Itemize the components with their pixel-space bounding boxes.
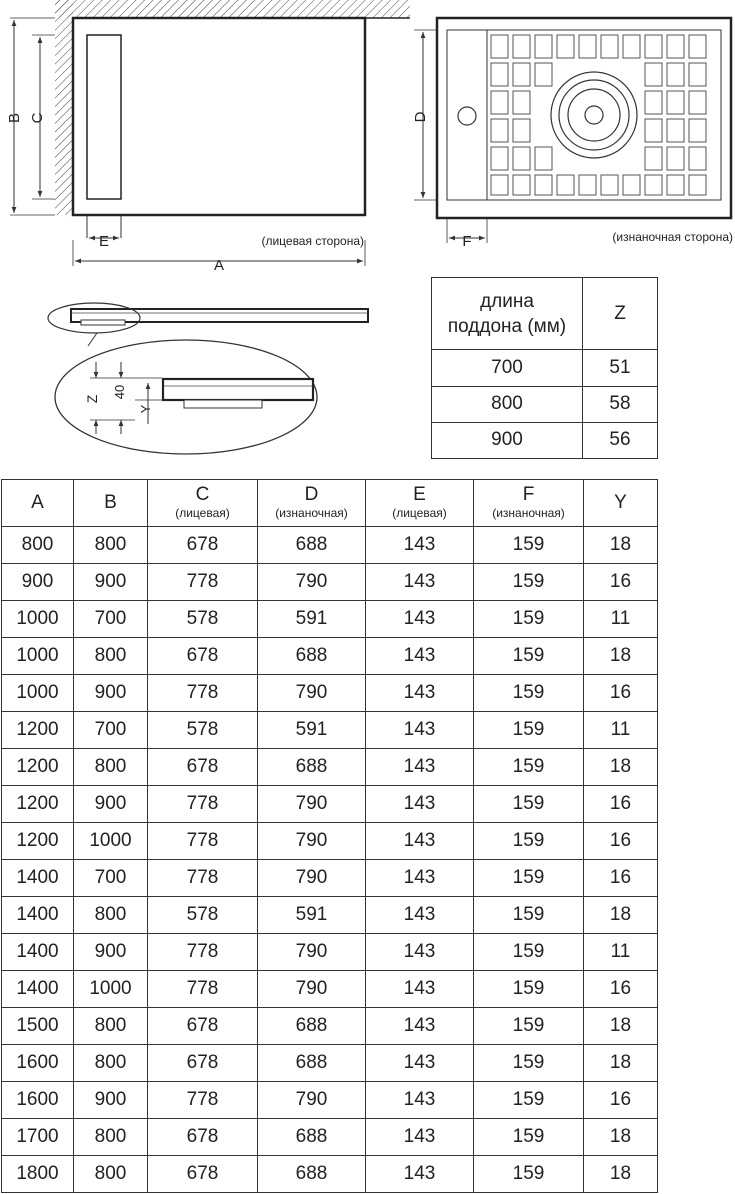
back-view-caption: (изнаночная сторона) xyxy=(612,230,733,244)
table-row xyxy=(2,786,658,823)
front-view-caption: (лицевая сторона) xyxy=(261,234,364,248)
column-header-sublabel: (изнаночная) xyxy=(492,506,565,520)
table-cell: 1400 xyxy=(2,934,74,971)
table-row xyxy=(2,1045,658,1082)
table-row xyxy=(2,749,658,786)
column-header-c xyxy=(148,480,258,527)
table-cell: 18 xyxy=(584,1119,658,1156)
dim-a-label: A xyxy=(213,257,225,274)
column-header-label: D xyxy=(304,484,319,505)
table-cell: 159 xyxy=(474,1156,584,1193)
column-header-label: E xyxy=(413,484,426,505)
dim-e-label: E xyxy=(98,233,110,250)
table-cell: 800 xyxy=(74,1045,148,1082)
table-cell: 900 xyxy=(74,934,148,971)
table-cell: 1200 xyxy=(2,749,74,786)
table-cell: 688 xyxy=(258,1119,366,1156)
table-row xyxy=(2,860,658,897)
z-table-header xyxy=(432,278,658,350)
table-row xyxy=(2,601,658,638)
table-cell: 700 xyxy=(74,860,148,897)
table-cell: 800 xyxy=(74,897,148,934)
table-cell: 778 xyxy=(148,860,258,897)
table-cell: 688 xyxy=(258,1008,366,1045)
table-cell: 800 xyxy=(74,638,148,675)
table-cell: 678 xyxy=(148,638,258,675)
table-cell: 159 xyxy=(474,527,584,564)
table-row xyxy=(2,527,658,564)
table-cell: 16 xyxy=(584,1082,658,1119)
header-length-line1: длина xyxy=(480,290,534,312)
table-cell: 778 xyxy=(148,564,258,601)
table-cell: 678 xyxy=(148,1119,258,1156)
table-row xyxy=(2,1082,658,1119)
table-cell: 159 xyxy=(474,638,584,675)
section-enlarged-profile xyxy=(163,379,313,400)
column-header-label: F xyxy=(522,484,535,505)
table-cell: 688 xyxy=(258,749,366,786)
dimensions-table xyxy=(1,479,658,1193)
table-cell: 143 xyxy=(366,1045,474,1082)
back-small-hole xyxy=(458,107,476,125)
table-cell: 143 xyxy=(366,749,474,786)
table-cell: 1600 xyxy=(2,1082,74,1119)
table-cell: 18 xyxy=(584,638,658,675)
table-cell: 18 xyxy=(584,897,658,934)
z-length-cell: 800 xyxy=(432,386,583,422)
z-table-header-length xyxy=(432,278,583,350)
table-cell: 159 xyxy=(474,1008,584,1045)
table-cell: 18 xyxy=(584,1008,658,1045)
table-cell: 18 xyxy=(584,1156,658,1193)
table-row xyxy=(2,638,658,675)
table-cell: 11 xyxy=(584,712,658,749)
table-cell: 159 xyxy=(474,749,584,786)
table-cell: 143 xyxy=(366,897,474,934)
table-row xyxy=(2,971,658,1008)
table-cell: 18 xyxy=(584,527,658,564)
table-row xyxy=(2,564,658,601)
table-cell: 159 xyxy=(474,1082,584,1119)
z-value-cell: 58 xyxy=(583,386,658,422)
z-table xyxy=(431,277,658,459)
table-cell: 678 xyxy=(148,1156,258,1193)
column-header-y xyxy=(584,480,658,527)
table-cell: 143 xyxy=(366,1119,474,1156)
z-value-cell: 51 xyxy=(583,350,658,386)
table-row xyxy=(2,1119,658,1156)
table-cell: 591 xyxy=(258,601,366,638)
table-cell: 900 xyxy=(74,786,148,823)
table-cell: 1400 xyxy=(2,897,74,934)
table-cell: 900 xyxy=(74,1082,148,1119)
table-cell: 16 xyxy=(584,786,658,823)
table-cell: 159 xyxy=(474,601,584,638)
table-row xyxy=(2,823,658,860)
table-cell: 159 xyxy=(474,971,584,1008)
dim-f-label: F xyxy=(462,233,472,250)
table-row xyxy=(2,712,658,749)
table-cell: 778 xyxy=(148,934,258,971)
table-cell: 143 xyxy=(366,1008,474,1045)
table-cell: 16 xyxy=(584,971,658,1008)
table-cell: 1000 xyxy=(2,675,74,712)
z-length-cell: 700 xyxy=(432,350,583,386)
z-table-row xyxy=(432,422,658,458)
table-cell: 143 xyxy=(366,1156,474,1193)
table-cell: 159 xyxy=(474,675,584,712)
table-cell: 143 xyxy=(366,564,474,601)
table-cell: 800 xyxy=(2,527,74,564)
table-cell: 143 xyxy=(366,786,474,823)
table-cell: 1800 xyxy=(2,1156,74,1193)
drain-hole xyxy=(585,106,603,124)
table-row xyxy=(2,675,658,712)
table-cell: 143 xyxy=(366,638,474,675)
table-cell: 159 xyxy=(474,1119,584,1156)
column-header-label: A xyxy=(31,492,44,513)
table-row xyxy=(2,1156,658,1193)
table-cell: 143 xyxy=(366,934,474,971)
table-cell: 678 xyxy=(148,1008,258,1045)
table-cell: 778 xyxy=(148,786,258,823)
table-cell: 688 xyxy=(258,638,366,675)
table-cell: 790 xyxy=(258,971,366,1008)
table-cell: 578 xyxy=(148,897,258,934)
column-header-b xyxy=(74,480,148,527)
drain-channel xyxy=(87,35,121,199)
section-view xyxy=(48,303,368,454)
table-cell: 778 xyxy=(148,971,258,1008)
front-view xyxy=(6,0,410,274)
dim-40-label: 40 xyxy=(112,384,127,400)
dim-z-label: Z xyxy=(84,394,100,404)
dim-c-label: C xyxy=(29,112,46,124)
table-row xyxy=(2,934,658,971)
column-header-sublabel: (лицевая) xyxy=(392,506,447,520)
column-header-e xyxy=(366,480,474,527)
table-cell: 1200 xyxy=(2,712,74,749)
column-header-label: Y xyxy=(614,492,627,513)
column-header-f xyxy=(474,480,584,527)
table-cell: 1000 xyxy=(2,601,74,638)
table-cell: 800 xyxy=(74,1119,148,1156)
table-cell: 790 xyxy=(258,860,366,897)
table-cell: 1000 xyxy=(74,971,148,1008)
table-cell: 143 xyxy=(366,860,474,897)
table-cell: 159 xyxy=(474,897,584,934)
table-cell: 900 xyxy=(2,564,74,601)
dim-b-label: B xyxy=(6,112,23,124)
table-cell: 159 xyxy=(474,934,584,971)
column-header-a xyxy=(2,480,74,527)
table-cell: 159 xyxy=(474,712,584,749)
table-cell: 1200 xyxy=(2,823,74,860)
table-cell: 678 xyxy=(148,749,258,786)
table-cell: 678 xyxy=(148,527,258,564)
table-cell: 1700 xyxy=(2,1119,74,1156)
table-cell: 778 xyxy=(148,675,258,712)
table-cell: 1000 xyxy=(2,638,74,675)
table-cell: 678 xyxy=(148,1045,258,1082)
table-cell: 16 xyxy=(584,823,658,860)
table-cell: 578 xyxy=(148,712,258,749)
table-cell: 688 xyxy=(258,527,366,564)
table-cell: 800 xyxy=(74,749,148,786)
table-cell: 1400 xyxy=(2,860,74,897)
table-cell: 591 xyxy=(258,897,366,934)
table-cell: 778 xyxy=(148,823,258,860)
table-cell: 1600 xyxy=(2,1045,74,1082)
column-header-d xyxy=(258,480,366,527)
table-cell: 790 xyxy=(258,675,366,712)
table-cell: 790 xyxy=(258,934,366,971)
table-cell: 790 xyxy=(258,564,366,601)
table-cell: 11 xyxy=(584,934,658,971)
dimensions-table-header xyxy=(2,480,658,527)
table-cell: 143 xyxy=(366,675,474,712)
table-cell: 688 xyxy=(258,1045,366,1082)
table-cell: 16 xyxy=(584,860,658,897)
wall-hatch-left xyxy=(55,0,73,215)
table-cell: 159 xyxy=(474,564,584,601)
table-cell: 700 xyxy=(74,601,148,638)
table-cell: 159 xyxy=(474,1045,584,1082)
z-table-row xyxy=(432,386,658,422)
table-cell: 143 xyxy=(366,712,474,749)
table-cell: 800 xyxy=(74,527,148,564)
table-cell: 159 xyxy=(474,786,584,823)
table-cell: 1500 xyxy=(2,1008,74,1045)
table-cell: 143 xyxy=(366,1082,474,1119)
table-row xyxy=(2,897,658,934)
dim-y-label: Y xyxy=(138,404,153,414)
table-row xyxy=(2,1008,658,1045)
z-table-row xyxy=(432,350,658,386)
table-cell: 778 xyxy=(148,1082,258,1119)
table-cell: 790 xyxy=(258,786,366,823)
table-cell: 800 xyxy=(74,1156,148,1193)
table-cell: 700 xyxy=(74,712,148,749)
table-cell: 1000 xyxy=(74,823,148,860)
column-header-label: C xyxy=(195,484,210,505)
table-cell: 143 xyxy=(366,823,474,860)
dim-d-label: D xyxy=(412,111,429,123)
wall-hatch-top xyxy=(55,0,410,18)
table-cell: 578 xyxy=(148,601,258,638)
column-header-sublabel: (изнаночная) xyxy=(275,506,348,520)
table-cell: 688 xyxy=(258,1156,366,1193)
table-cell: 16 xyxy=(584,675,658,712)
table-cell: 16 xyxy=(584,564,658,601)
z-length-cell: 900 xyxy=(432,422,583,458)
table-cell: 159 xyxy=(474,823,584,860)
table-cell: 900 xyxy=(74,564,148,601)
z-value-cell: 56 xyxy=(583,422,658,458)
table-cell: 18 xyxy=(584,1045,658,1082)
table-cell: 1200 xyxy=(2,786,74,823)
table-cell: 143 xyxy=(366,971,474,1008)
table-cell: 11 xyxy=(584,601,658,638)
table-cell: 800 xyxy=(74,1008,148,1045)
table-cell: 18 xyxy=(584,749,658,786)
header-length-line2: поддона (мм) xyxy=(447,315,567,337)
column-header-label: B xyxy=(104,492,117,513)
table-cell: 143 xyxy=(366,527,474,564)
table-cell: 143 xyxy=(366,601,474,638)
table-cell: 900 xyxy=(74,675,148,712)
table-cell: 591 xyxy=(258,712,366,749)
z-table-header-z: Z xyxy=(583,278,658,350)
table-cell: 159 xyxy=(474,860,584,897)
back-view xyxy=(412,18,733,250)
table-cell: 790 xyxy=(258,1082,366,1119)
table-cell: 1400 xyxy=(2,971,74,1008)
table-cell: 790 xyxy=(258,823,366,860)
column-header-sublabel: (лицевая) xyxy=(175,506,230,520)
